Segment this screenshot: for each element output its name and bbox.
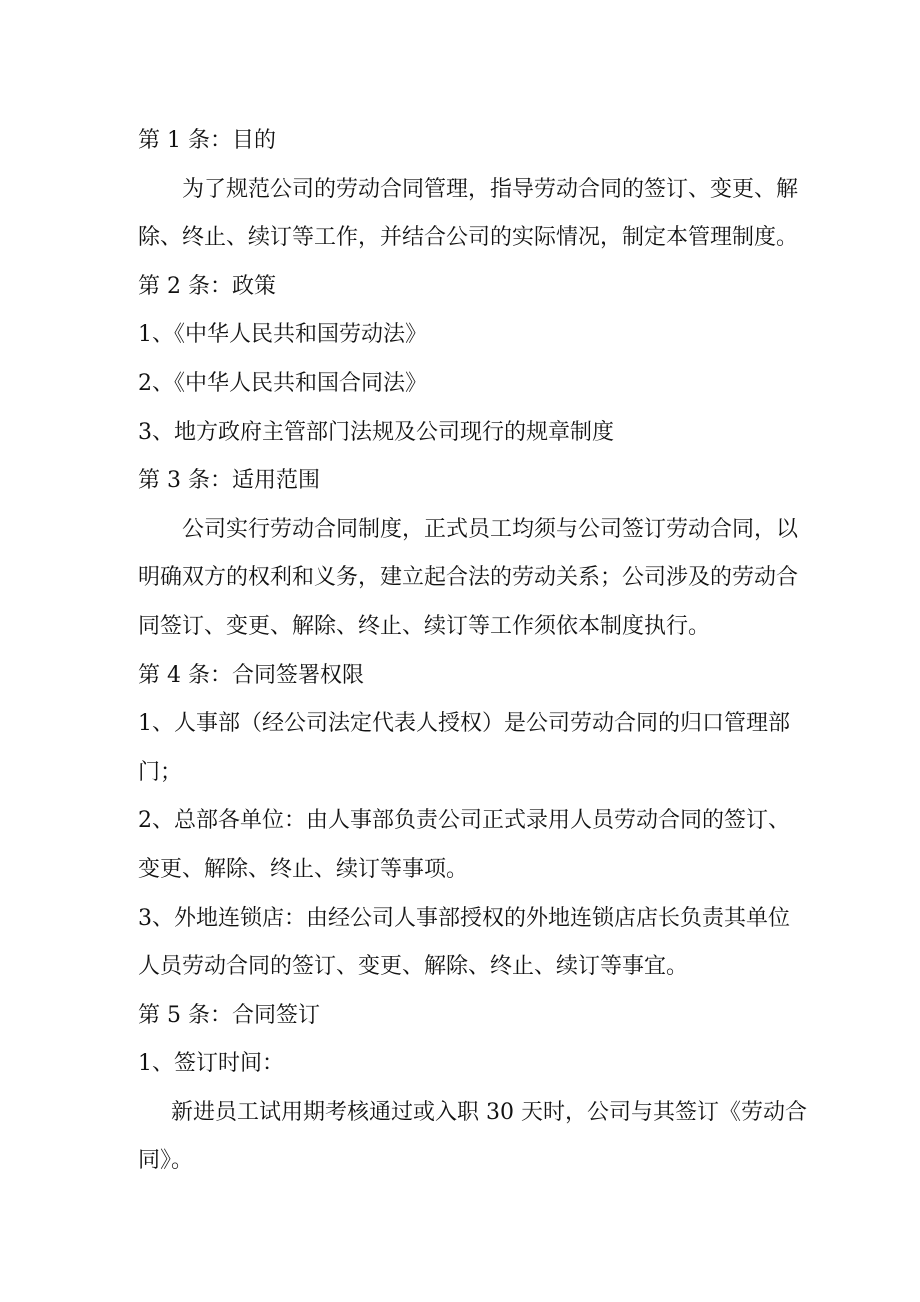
article-1-paragraph-line: 除、终止、续订等工作，并结合公司的实际情况，制定本管理制度。	[138, 225, 799, 251]
article-3-paragraph-line: 明确双方的权利和义务，建立起合法的劳动关系；公司涉及的劳动合	[138, 565, 799, 591]
policy-item-3: 3、地方政府主管部门法规及公司现行的规章制度	[138, 419, 614, 445]
article-3-paragraph-line: 同签订、变更、解除、终止、续订等工作须依本制度执行。	[138, 613, 711, 639]
policy-item-2: 2、《中华人民共和国合同法》	[138, 370, 427, 396]
signing-time-paragraph-line: 新进员工试用期考核通过或入职 30 天时，公司与其签订《劳动合	[171, 1099, 807, 1125]
document-body	[138, 117, 807, 1186]
article-1-heading: 第 1 条：目的	[138, 128, 276, 153]
article-1-paragraph-line: 为了规范公司的劳动合同管理，指导劳动合同的签订、变更、解	[182, 176, 799, 202]
authority-item-3-line: 人员劳动合同的签订、变更、解除、终止、续订等事宜。	[138, 954, 689, 980]
signing-time-paragraph-line: 同》。	[138, 1148, 194, 1174]
signing-time-heading: 1、签订时间：	[138, 1051, 284, 1077]
policy-item-1: 1、《中华人民共和国劳动法》	[138, 322, 427, 348]
article-2-heading: 第 2 条：政策	[138, 273, 276, 299]
authority-item-2-line: 变更、解除、终止、续订等事项。	[138, 856, 469, 882]
authority-item-2-line: 2、总部各单位：由人事部负责公司正式录用人员劳动合同的签订、	[138, 808, 790, 834]
article-3-heading: 第 3 条：适用范围	[138, 468, 320, 494]
article-5-heading: 第 5 条：合同签订	[138, 1002, 320, 1028]
authority-item-1-line: 门；	[138, 759, 183, 785]
article-4-heading: 第 4 条：合同签署权限	[138, 662, 364, 688]
article-3-paragraph-line: 公司实行劳动合同制度，正式员工均须与公司签订劳动合同，以	[182, 516, 799, 542]
authority-item-1-line: 1、人事部（经公司法定代表人授权）是公司劳动合同的归口管理部	[138, 711, 790, 737]
authority-item-3-line: 3、外地连锁店：由经公司人事部授权的外地连锁店店长负责其单位	[138, 905, 790, 931]
